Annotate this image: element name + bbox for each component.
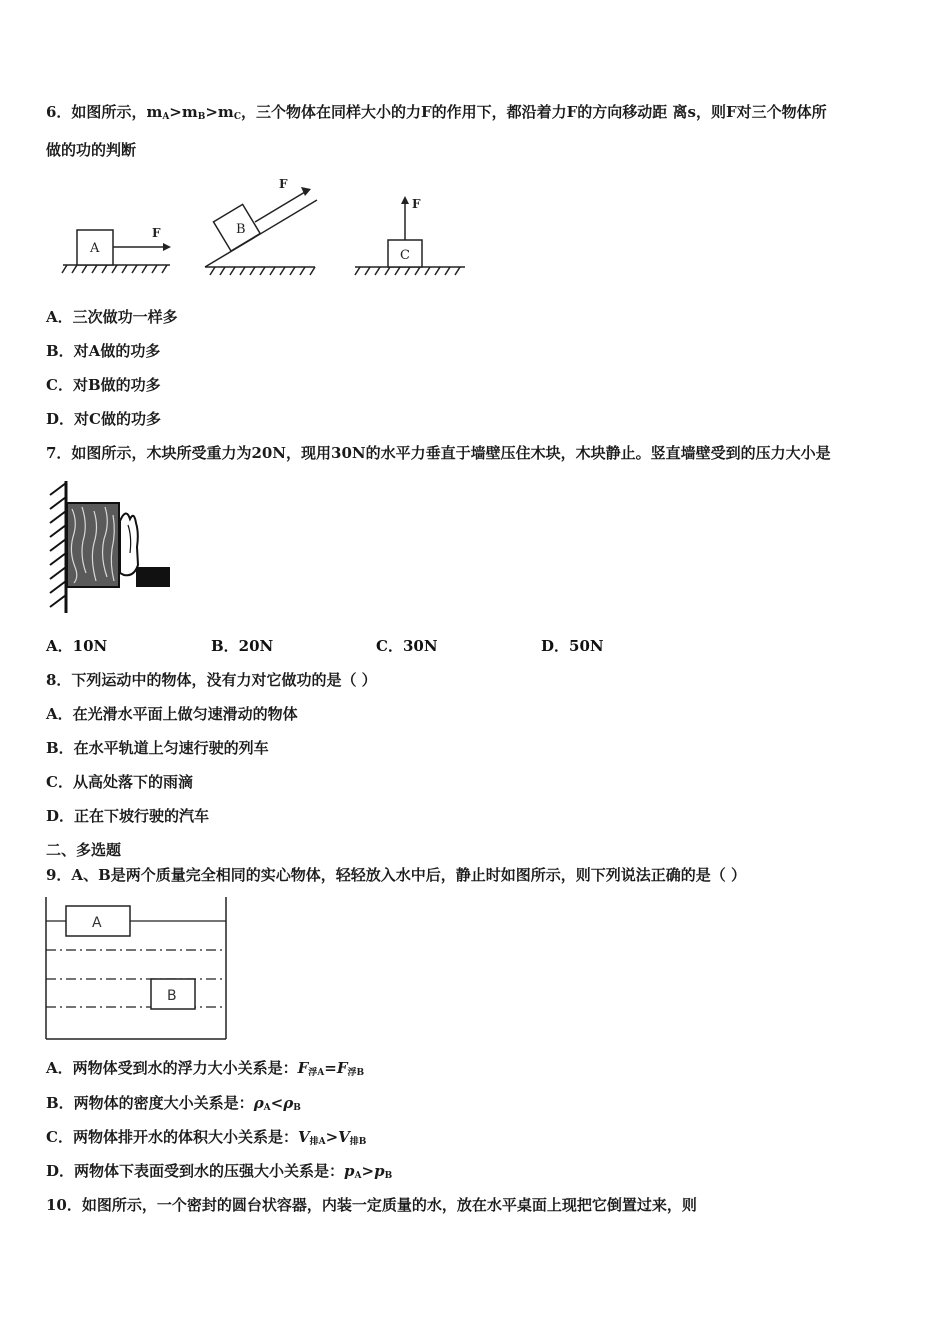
q6-stem: 6．如图所示，$m_A>m_B>m_C$，三个物体在同样大小的力F的作用下，都沿着力F的方向移动距 离s，则F对三个物体所: [46, 103, 827, 122]
force-arrow-a-head: [163, 243, 171, 251]
q7-options: [46, 636, 906, 656]
q9-stem: 9．A、B是两个质量完全相同的实心物体，轻轻放入水中后，静止时如图所示，则下列说法正确的是（ ）: [46, 866, 746, 884]
q8-stem: 8．下列运动中的物体，没有力对它做功的是（ ）: [46, 671, 377, 689]
q8-option-b[interactable]: B．在水平轨道上匀速行驶的列车: [46, 739, 269, 757]
q8-option-d[interactable]: D．正在下坡行驶的汽车: [46, 807, 210, 825]
force-label-b: F: [279, 177, 288, 191]
q6-option-c[interactable]: C．对B做的功多: [46, 376, 161, 394]
block-a-label: A: [90, 241, 100, 256]
block-b-label: B: [167, 988, 177, 1004]
block-b-label: B: [236, 222, 246, 237]
q7-option-a[interactable]: A．10N: [46, 637, 108, 655]
block-c-label: C: [400, 248, 410, 263]
section-title: 二、多选题: [46, 841, 122, 859]
q7-stem: 7．如图所示，木块所受重力为20N，现用30N的水平力垂直于墙壁压住木块，木块静止。竖直墙壁受到的压力大小是: [46, 444, 831, 462]
q8-option-c[interactable]: C．从高处落下的雨滴: [46, 773, 193, 791]
q7-option-b[interactable]: B．20N: [211, 637, 274, 655]
q7-option-d[interactable]: D．50N: [541, 637, 604, 655]
q9-option-a[interactable]: A．两物体受到水的浮力大小关系是：$F_{浮A}=F_{浮B}$: [46, 1059, 365, 1078]
wall-hatching: [50, 483, 66, 607]
ground-a: [62, 265, 170, 273]
force-label-c: F: [412, 197, 421, 211]
q9-option-c[interactable]: C．两物体排开水的体积大小关系是：$V_{排A}>V_{排B}$: [46, 1128, 367, 1147]
q9-option-b[interactable]: B．两物体的密度大小关系是：$\rho_A<\rho_B$: [46, 1094, 301, 1113]
water-lines: [46, 950, 226, 1007]
force-arrow-c-head: [401, 196, 409, 204]
q9-figure: [44, 895, 234, 1045]
block-a-label: A: [92, 915, 102, 931]
ground-b: [205, 200, 317, 275]
q7-figure: [42, 477, 182, 617]
sleeve: [136, 567, 170, 587]
q6-option-d[interactable]: D．对C做的功多: [46, 410, 161, 428]
hand: [120, 513, 138, 575]
ground-c: [355, 267, 465, 275]
q6-figure: [55, 172, 495, 282]
q6-stem-line2: 做的功的判断: [46, 141, 137, 159]
q7-option-c[interactable]: C．30N: [376, 637, 438, 655]
q8-option-a[interactable]: A．在光滑水平面上做匀速滑动的物体: [46, 705, 298, 723]
force-label-a: F: [152, 226, 161, 240]
q6-option-a[interactable]: A．三次做功一样多: [46, 308, 178, 326]
q6-option-b[interactable]: B．对A做的功多: [46, 342, 161, 360]
q9-option-d[interactable]: D．两物体下表面受到水的压强大小关系是：$p_A>p_B$: [46, 1162, 393, 1181]
force-arrow-b-head: [301, 187, 311, 196]
force-arrow-b: [255, 192, 305, 222]
q10-stem: 10．如图所示，一个密封的圆台状容器，内装一定质量的水，放在水平桌面上现把它倒置过来，则: [46, 1196, 697, 1214]
